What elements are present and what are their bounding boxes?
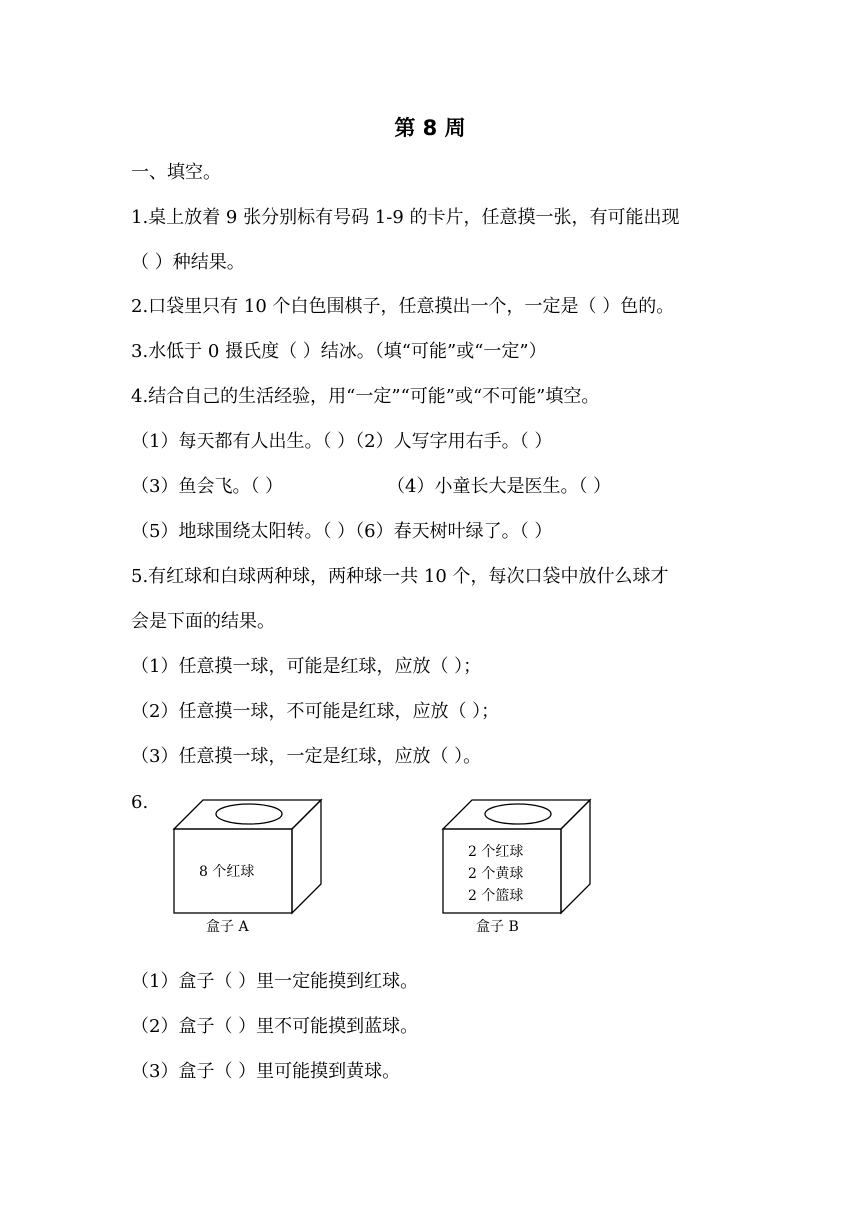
question-6-sub-3: （3）盒子（ ）里可能摸到黄球。 [131, 1061, 401, 1082]
question-1-line-1: 1.桌上放着 9 张分别标有号码 1-9 的卡片，任意摸一张，有可能出现 [131, 207, 680, 228]
box-a-caption: 盒子 A [206, 919, 249, 935]
question-5-sub-3: （3）任意摸一球，一定是红球，应放（ ）。 [131, 746, 482, 767]
question-6-sub-1: （1）盒子（ ）里一定能摸到红球。 [131, 971, 419, 992]
question-5-line-1: 5.有红球和白球两种球，两种球一共 10 个，每次口袋中放什么球才 [131, 566, 669, 587]
question-2: 2.口袋里只有 10 个白色围棋子，任意摸出一个，一定是（ ）色的。 [131, 296, 675, 317]
box-a-content: 8 个红球 [199, 864, 255, 880]
question-5-line-2: 会是下面的结果。 [131, 611, 275, 632]
box-a-opening [216, 804, 282, 824]
question-6-sub-2: （2）盒子（ ）里不可能摸到蓝球。 [131, 1016, 419, 1037]
question-4-stem: 4.结合自己的生活经验，用“一定”“可能”或“不可能”填空。 [131, 386, 600, 407]
box-b-caption: 盒子 B [476, 919, 519, 935]
question-6-number: 6. [131, 792, 149, 813]
question-4-row-3: （5）地球围绕太阳转。（ ）（6）春天树叶绿了。（ ） [131, 521, 553, 542]
question-5-sub-2: （2）任意摸一球，不可能是红球，应放（ ）； [131, 701, 500, 722]
section-heading: 一、填空。 [131, 162, 221, 183]
box-b-content-2: 2 个黄球 [468, 866, 524, 882]
question-4-row-1: （1）每天都有人出生。（ ）（2）人写字用右手。（ ） [131, 431, 553, 452]
question-3: 3.水低于 0 摄氏度（ ）结冰。（填“可能”或“一定”） [131, 341, 547, 362]
boxes-figure [160, 790, 600, 940]
question-4-row-2-right: （4）小童长大是医生。（ ） [387, 476, 612, 497]
box-b [443, 800, 590, 935]
box-b-content-3: 2 个篮球 [468, 888, 524, 904]
question-5-sub-1: （1）任意摸一球，可能是红球，应放（ ）； [131, 656, 482, 677]
page-title: 第 8 周 [394, 116, 466, 140]
question-1-line-2: （ ）种结果。 [131, 252, 245, 273]
question-4-row-2-left: （3）鱼会飞。（ ） [131, 476, 284, 497]
box-a [174, 800, 321, 935]
box-b-opening [485, 804, 551, 824]
box-b-content-1: 2 个红球 [468, 844, 524, 860]
